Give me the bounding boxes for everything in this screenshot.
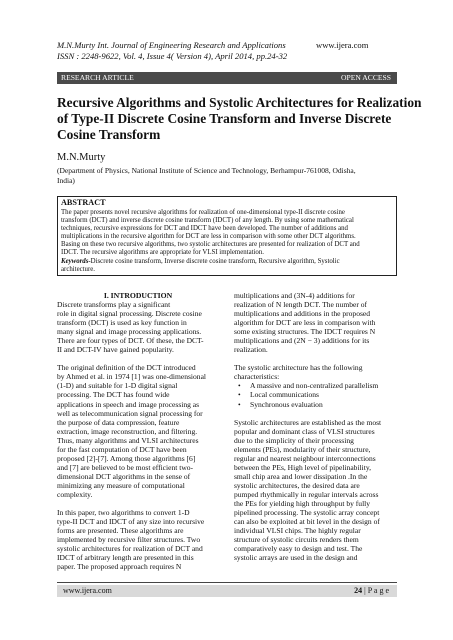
- text-line: multiplications and (3N-4) additions for: [234, 291, 355, 300]
- list-item-text: A massive and non-centralized parallelism: [250, 381, 379, 391]
- text-line: implemented by recursive filter structures. Two: [57, 535, 201, 545]
- text-line: well as telecommunication signal processing for: [57, 408, 203, 418]
- keywords-text: Discrete cosine transform, Inverse discrete cosine transform, Recursive algorithm, Systolic: [90, 257, 340, 265]
- title-line: of Type-II Discrete Cosine Transform and Inverse Discrete: [57, 111, 392, 126]
- journal-issn: ISSN : 2248-9622, Vol. 4, Issue 4( Version 4), April 2014, pp.24-32: [57, 51, 288, 61]
- text-line: structure of systolic circuits renders them: [234, 535, 359, 545]
- text-line: some existing structures. The IDCT requires N: [234, 327, 376, 337]
- text-line: minimizing any measure of computational: [57, 480, 185, 490]
- abstract-body: [61, 209, 393, 274]
- text-line: multiplications and (2N − 3) additions for its: [234, 336, 370, 346]
- page-footer: [57, 585, 397, 597]
- text-line: II and DCT-IV have gained popularity.: [57, 345, 174, 355]
- text-line: systolic architectures, the desired data are: [234, 480, 360, 490]
- affiliation-line: (Department of Physics, National Institute of Science and Technology, Berhampur-761008, Odisha,: [57, 166, 356, 175]
- text-line: The original definition of the DCT introduced: [57, 363, 196, 373]
- page-number: [354, 585, 389, 597]
- text-line: due to the simplicity of their processing: [234, 435, 354, 445]
- abstract-line: transform (DCT) and inverse discrete cosine transform (IDCT) of any length. By using some mathematical: [61, 217, 354, 225]
- abstract-line: IDCT. The recursive algorithms are appropriate for VLSI implementation.: [61, 249, 264, 257]
- abstract-box: [57, 196, 397, 276]
- text-line: pumped rhythmically in regular intervals across: [234, 489, 379, 499]
- keywords-line: architecture.: [61, 265, 96, 273]
- text-line: proposed [2]-[7]. Among those algorithms [6]: [57, 453, 196, 463]
- author-name: M.N.Murty: [57, 152, 106, 163]
- text-line: applications in speech and image processing as: [57, 399, 200, 409]
- text-line: can also be exploited at bit level in the design of: [234, 517, 380, 527]
- text-line: elements (PEs), modularity of their structure,: [234, 444, 371, 454]
- article-banner: [57, 72, 397, 84]
- list-item-text: Local communications: [250, 390, 319, 400]
- text-line: paper. The proposed approach requires N: [57, 562, 182, 572]
- bullet-icon: •: [238, 399, 241, 409]
- text-line: realization.: [234, 345, 268, 355]
- banner-access: OPEN ACCESS: [340, 73, 391, 82]
- list-item: [234, 400, 396, 409]
- text-line: (1-D) and suitable for 1-D digital signal: [57, 381, 178, 391]
- footer-divider: [57, 582, 397, 583]
- section-heading: I. INTRODUCTION: [103, 291, 173, 300]
- left-column: [57, 291, 219, 571]
- title-line: Cosine Transform: [57, 127, 161, 142]
- footer-url-link[interactable]: www.ijera.com: [63, 586, 112, 595]
- text-line: systolic arrays are used in the design and: [234, 553, 358, 563]
- text-line: for the fast computation of DCT have been: [57, 444, 187, 454]
- text-line: many signal and image processing applications.: [57, 327, 202, 337]
- text-line: complexity.: [57, 489, 93, 499]
- keywords-label: Keywords-: [61, 257, 91, 265]
- keywords-line: [61, 258, 393, 266]
- page-label: | P a g e: [362, 586, 389, 595]
- text-line: by Ahmed et al. in 1974 [1] was one-dimensional: [57, 372, 207, 382]
- paragraph: [234, 418, 396, 563]
- text-line: characteristics:: [234, 372, 280, 382]
- header-url-link[interactable]: www.ijera.com: [316, 40, 369, 50]
- text-line: small chip area and lower dissipation .In the: [234, 471, 368, 481]
- abstract-line: multiplications in the recursive algorithm for DCT are less in comparison with some other DCT algorithms.: [61, 233, 356, 241]
- text-line: Thus, many algorithms and VLSI architectures: [57, 435, 199, 445]
- right-column: [234, 291, 396, 562]
- text-line: realization of N length DCT. The number of: [234, 300, 368, 310]
- abstract-heading: ABSTRACT: [61, 198, 106, 207]
- text-line: role in digital signal processing. Discrete cosine: [57, 309, 202, 319]
- paragraph: [234, 363, 396, 381]
- text-line: forms are presented. These algorithms are: [57, 526, 184, 536]
- title-line: Recursive Algorithms and Systolic Architectures for Realization: [57, 95, 422, 110]
- text-line: algorithm for DCT are less in comparison with: [234, 318, 376, 328]
- text-line: In this paper, two algorithms to convert 1-D: [57, 508, 190, 518]
- list-item: [234, 381, 396, 390]
- paragraph: [234, 291, 396, 354]
- abstract-line: The paper presents novel recursive algorithms for realization of one-dimensional type-II discrete cosine: [61, 209, 345, 216]
- text-line: dimensional DCT algorithms in the sense of: [57, 471, 191, 481]
- text-line: The systolic architecture has the following: [234, 363, 363, 373]
- text-line: the purpose of data compression, feature: [57, 417, 180, 427]
- text-line: transform (DCT) is used as key function in: [57, 318, 187, 328]
- text-line: processing. The DCT has found wide: [57, 390, 170, 400]
- list-item: [234, 390, 396, 399]
- affiliation-line: India): [57, 175, 75, 185]
- text-line: between the PEs, High level of pipelinability,: [234, 462, 372, 472]
- list-item-text: Synchronous evaluation: [250, 399, 323, 409]
- journal-citation: M.N.Murty Int. Journal of Engineering Research and Applications: [57, 40, 286, 50]
- text-line: There are four types of DCT. Of these, the DCT-: [57, 336, 204, 346]
- text-line: Discrete transforms play a significant: [57, 300, 171, 310]
- bullet-list: [234, 381, 396, 408]
- page-number-value: 24: [354, 586, 363, 595]
- paragraph: [57, 508, 219, 571]
- text-line: individual VLSI chips. The highly regular: [234, 526, 361, 536]
- text-line: multiplications and additions in the proposed: [234, 309, 371, 319]
- text-line: IDCT of arbitrary length are presented in this: [57, 553, 194, 563]
- bullet-icon: •: [238, 381, 241, 391]
- text-line: Systolic architectures are established as the most: [234, 417, 382, 427]
- text-line: systolic architectures for realization of DCT and: [57, 544, 203, 554]
- paper-title: [57, 95, 422, 143]
- text-line: regular and nearest neighbour interconnections: [234, 453, 376, 463]
- banner-article-type: RESEARCH ARTICLE: [61, 73, 134, 82]
- text-line: comparatively easy to design and test. The: [234, 544, 363, 554]
- text-line: type-II DCT and IDCT of any size into recursive: [57, 517, 205, 527]
- affiliation: [57, 166, 397, 185]
- text-line: popular and dominant class of VLSI structures: [234, 426, 375, 436]
- text-line: and [7] are believed to be most efficient two-: [57, 462, 194, 472]
- text-line: pipelined processing. The systolic array concept: [234, 508, 380, 518]
- text-line: extraction, image reconstruction, and filtering.: [57, 426, 198, 436]
- abstract-line: Basing on these two recursive algorithms, two systolic architectures are presented for realization of DCT and: [61, 241, 360, 249]
- paragraph: [57, 363, 219, 499]
- text-line: the PEs for yielding high throughput by fully: [234, 498, 371, 508]
- abstract-line: techniques, recursive expressions for DCT and IDCT have been developed. The number of additions and: [61, 225, 348, 233]
- bullet-icon: •: [238, 390, 241, 400]
- paragraph: [57, 300, 219, 354]
